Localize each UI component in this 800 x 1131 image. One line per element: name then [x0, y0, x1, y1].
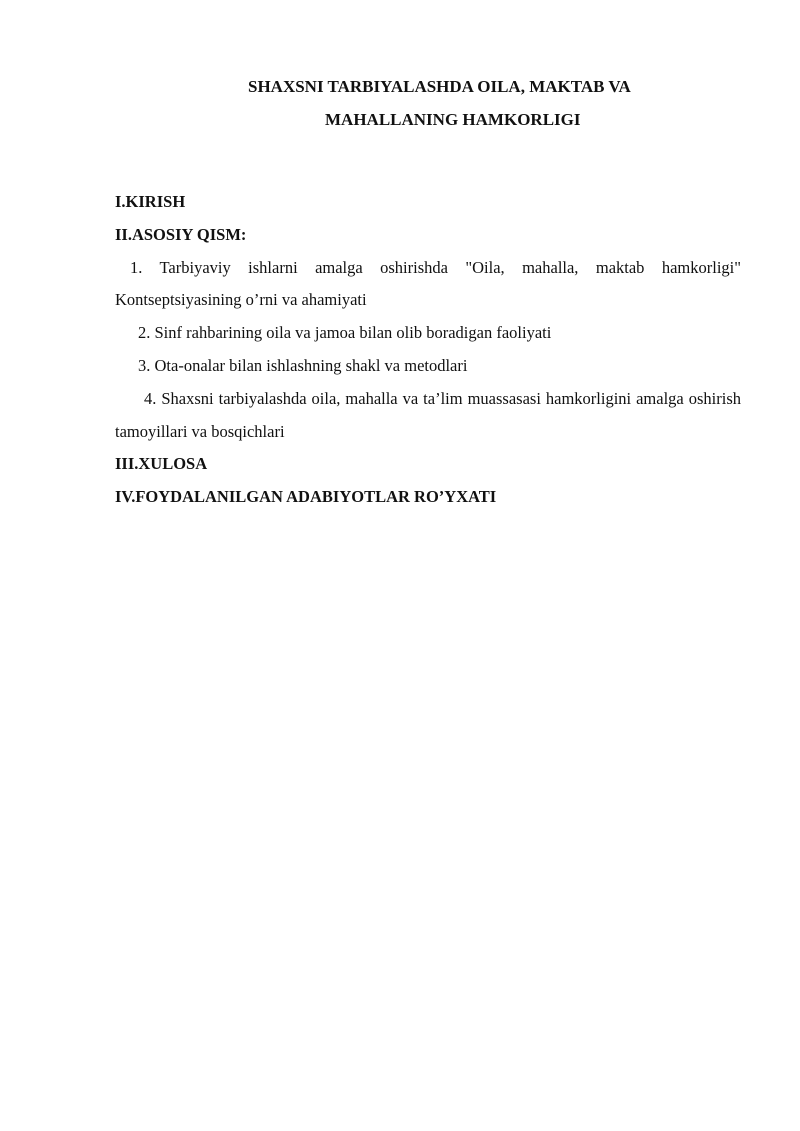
- section-main: II.ASOSIY QISM:: [115, 224, 247, 244]
- main-item-2: 2. Sinf rahbarining oila va jamoa bilan olib boradigan faoliyati: [138, 323, 552, 343]
- main-item-3: 3. Ota-onalar bilan ishlashning shakl va metodlari: [138, 355, 468, 375]
- main-item-4: 4. Shaxsni tarbiyalashda oila, mahalla va ta’lim muassasasi hamkorligini amalga oshirish tamoyillari va bosqichlari: [115, 388, 741, 441]
- document-title-line-1: SHAXSNI TARBIYALASHDA OILA, MAKTAB VA: [248, 77, 631, 96]
- table-of-contents: [115, 186, 741, 514]
- section-intro: I.KIRISH: [115, 192, 186, 211]
- section-conclusion: III.XULOSA: [115, 454, 208, 474]
- document-title-line-2: MAHALLANING HAMKORLIGI: [325, 110, 581, 129]
- section-references: IV.FOYDALANILGAN ADABIYOTLAR RO’YXATI: [115, 487, 497, 507]
- main-item-1: 1. Tarbiyaviy ishlarni amalga oshirishda "Oila, mahalla, maktab hamkorligi" Kontseptsiyasining o’rni va ahamiyati: [115, 257, 741, 310]
